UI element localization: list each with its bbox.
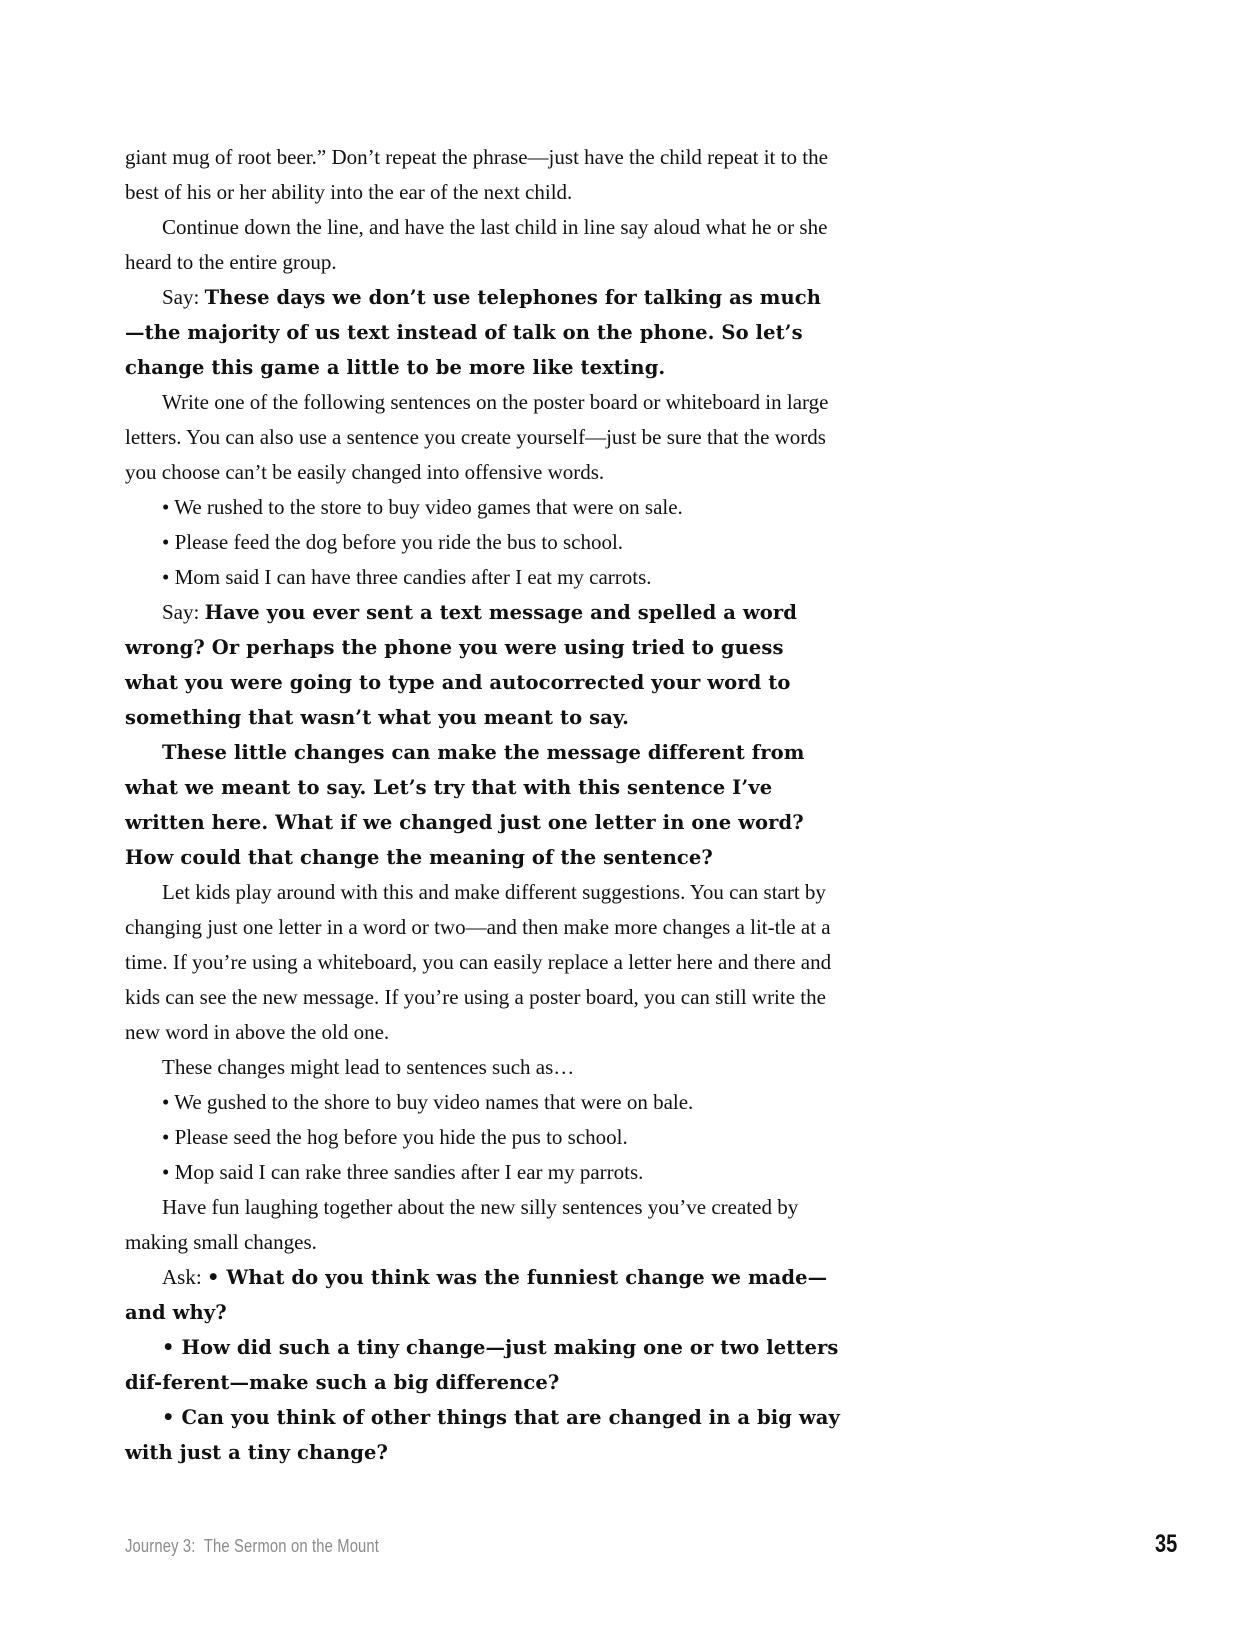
ask-question-1: • What do you think was the funniest change we made—and why?	[125, 1266, 828, 1324]
paragraph-say-text-message	[125, 595, 840, 735]
paragraph-continue-line: Continue down the line, and have the last child in line say aloud what he or she heard to the entire group.	[125, 215, 828, 274]
list-item-changed-3: • Mop said I can rake three sandies after I ear my parrots.	[162, 1160, 644, 1184]
say-texting-script: These days we don’t use telephones for talking as much—the majority of us text instead of talk on the phone. So let’s change this game a little to be more like texting.	[125, 286, 822, 379]
paragraph-say-texting	[125, 280, 840, 385]
page-body	[125, 140, 840, 1470]
list-item-changed-1: • We gushed to the shore to buy video names that were on bale.	[162, 1090, 694, 1114]
ask-question-3: • Can you think of other things that are changed in a big way with just a tiny change?	[125, 1406, 840, 1464]
list-item-changed-2: • Please seed the hog before you hide the pus to school.	[162, 1125, 628, 1149]
list-item-original-1: • We rushed to the store to buy video games that were on sale.	[162, 495, 683, 519]
running-footer-title: Journey 3: The Sermon on the Mount	[125, 1536, 380, 1556]
say-label: Say:	[162, 285, 205, 309]
list-item-original-2: • Please feed the dog before you ride the bus to school.	[162, 530, 624, 554]
say-label: Say:	[162, 600, 205, 624]
paragraph-instructions-phrase: giant mug of root beer.” Don’t repeat the phrase—just have the child repeat it to the best of his or her ability into the ear of the next child.	[125, 145, 828, 204]
ask-label: Ask:	[162, 1265, 207, 1289]
paragraph-write-sentence: Write one of the following sentences on the poster board or whiteboard in large letters. You can also use a sentence you create yourself—just be sure that the words you choose can’t be easily changed into offensive words.	[125, 390, 829, 484]
page-number: 35	[1155, 1530, 1178, 1558]
paragraph-have-fun: Have fun laughing together about the new silly sentences you’ve created by making small changes.	[125, 1195, 799, 1254]
paragraph-little-changes-script: These little changes can make the message different from what we meant to say. Let’s try that with this sentence I’ve written here. What if we changed just one letter in one word? How could that change the meaning of the sentence?	[125, 741, 805, 869]
paragraph-changes-lead: These changes might lead to sentences such as…	[162, 1055, 575, 1079]
ask-question-2: • How did such a tiny change—just making one or two letters dif-ferent—make such a big difference?	[125, 1336, 839, 1394]
paragraph-let-kids-play: Let kids play around with this and make different suggestions. You can start by changing just one letter in a word or two—and then make more changes a lit-tle at a time. If you’re using a whiteboard, you can easily replace a letter here and there and kids can see the new message. If you’re using a poster board, you can still write the new word in above the old one.	[125, 880, 832, 1044]
say-text-message-script: Have you ever sent a text message and spelled a word wrong? Or perhaps the phone you were using tried to guess what you were going to type and autocorrected your word to something that wasn’t what you meant to say.	[125, 601, 797, 729]
paragraph-ask-funniest	[125, 1260, 840, 1330]
list-item-original-3: • Mom said I can have three candies after I eat my carrots.	[162, 565, 652, 589]
